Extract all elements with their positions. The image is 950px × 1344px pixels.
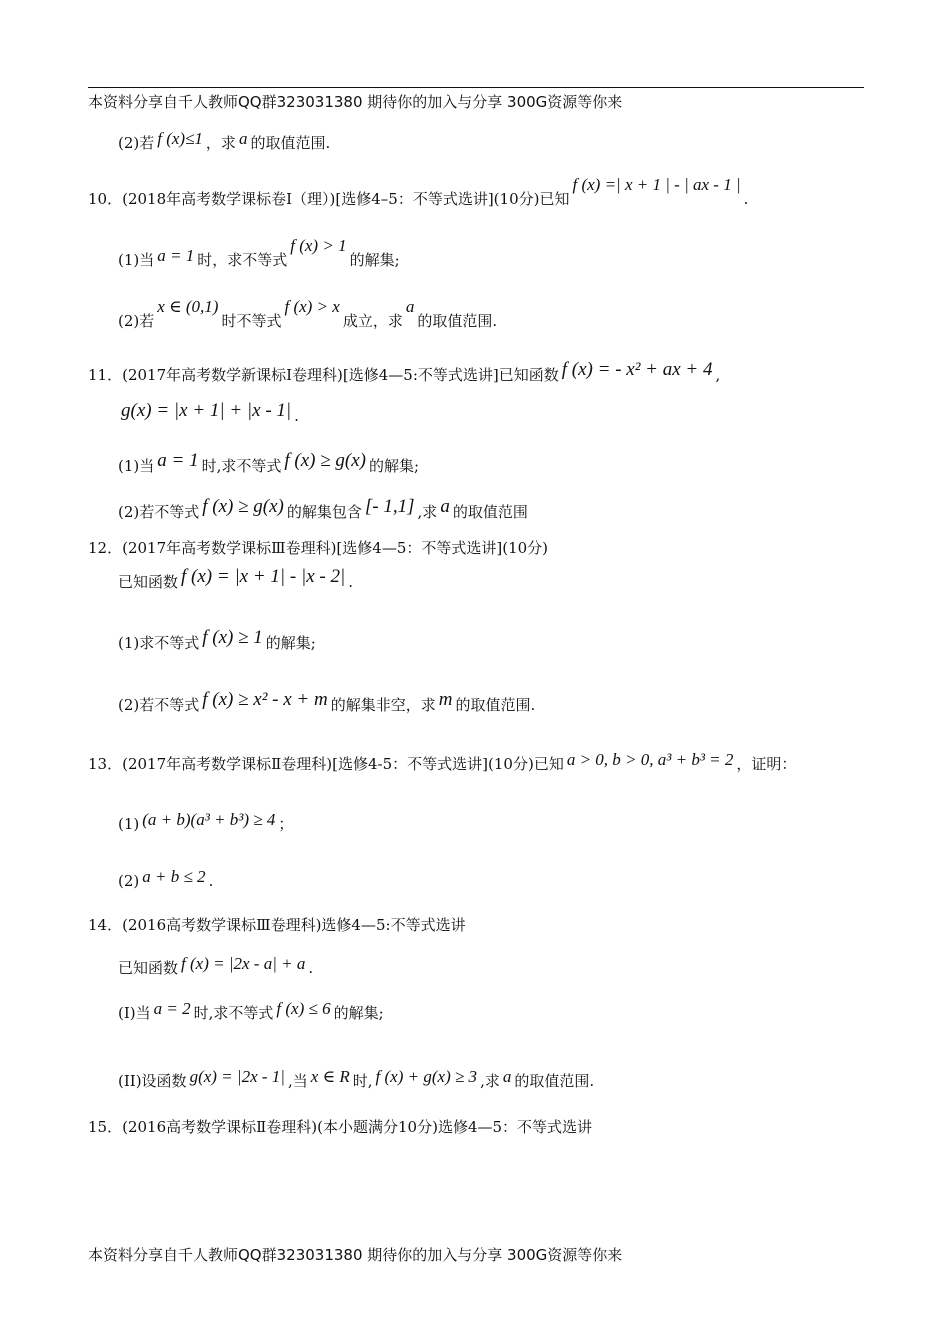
q14-p2-formula3: f (x) + g(x) ≥ 3 — [375, 1067, 478, 1086]
q11-p1-formula2: f (x) ≥ g(x) — [284, 450, 366, 471]
q11-p2-text: (2)若不等式 — [118, 503, 200, 521]
q11-stem-text: 11．(2017年高考数学新课标Ⅰ卷理科)[选修4—5:不等式选讲]已知函数 — [88, 366, 559, 384]
q12-p2-text: (2)若不等式 — [118, 696, 200, 714]
q14-part2 — [118, 1067, 594, 1091]
q10-p1-text: (1)当 — [118, 251, 155, 269]
q13-stem-formula: a > 0, b > 0, a³ + b³ = 2 — [566, 750, 734, 769]
q12-part1 — [118, 627, 316, 653]
q11-p2-formula2: [- 1,1] — [364, 496, 415, 517]
q11-p2-text2: 的解集包含 — [286, 503, 362, 521]
q14-given-formula: f (x) = |2x - a| + a — [181, 954, 306, 973]
q10-stem-formula: f (x) =| x + 1 | - | ax - 1 | — [572, 175, 741, 194]
q11-stem — [88, 359, 720, 385]
q10-p2-formula1: x ∈ (0,1) — [157, 297, 219, 316]
q11-p1-text2: 时,求不等式 — [201, 457, 282, 475]
q14-p2-formula1: g(x) = |2x - 1| — [189, 1067, 285, 1086]
q13-p2-text2: . — [208, 872, 214, 890]
q12-given-text: 已知函数 — [118, 573, 179, 591]
q13-p1-formula: (a + b)(a³ + b³) ≥ 4 — [142, 810, 276, 829]
q9-p2-formula: f (x)≤1 — [157, 129, 203, 148]
q12-p2-formula: f (x) ≥ x² - x + m — [202, 689, 328, 710]
q11-stem2 — [118, 400, 299, 425]
q14-p2-text2: ,当 — [287, 1072, 308, 1090]
q10-p2-var: a — [405, 297, 415, 316]
q10-p1-text2: 时，求不等式 — [197, 251, 288, 269]
q14-p2-formula2: x ∈ R — [310, 1067, 350, 1086]
q11-stem2-formula: g(x) = |x + 1| + |x - 1| — [121, 400, 292, 421]
q12-p2-text2: 的解集非空，求 — [330, 696, 436, 714]
q13-p2-formula: a + b ≤ 2 — [142, 867, 206, 886]
q12-p1-formula: f (x) ≥ 1 — [202, 627, 263, 648]
page-footer: 本资料分享自千人教师QQ群323031380 期待你的加入与分享 300G资源等你来 — [88, 1246, 623, 1264]
q11-stem-end: , — [715, 366, 721, 384]
q10-part2 — [118, 297, 497, 331]
q10-stem — [88, 175, 748, 209]
q12-given-formula: f (x) = |x + 1| - |x - 2| — [181, 566, 346, 587]
q10-p1-text3: 的解集; — [349, 251, 400, 269]
q14-given-text: 已知函数 — [118, 959, 179, 977]
q12-p2-var: m — [438, 689, 453, 710]
q10-stem-end: . — [743, 190, 749, 208]
q12-p1-text2: 的解集; — [265, 634, 316, 652]
q12-part2 — [118, 689, 535, 715]
q14-part1 — [118, 999, 384, 1023]
q14-stem: 14．(2016高考数学课标Ⅲ卷理科)选修4—5:不等式选讲 — [88, 916, 466, 934]
q9-p2-text: (2)若 — [118, 134, 155, 152]
q14-given — [118, 954, 313, 978]
q14-p1-formula2: f (x) ≤ 6 — [276, 999, 331, 1018]
q11-p2-text4: 的取值范围 — [452, 503, 528, 521]
q13-stem-text: 13．(2017年高考数学课标Ⅱ卷理科)[选修4-5：不等式选讲](10分)已知 — [88, 755, 564, 773]
q13-p1-text2: ； — [278, 815, 294, 833]
q10-p2-text4: 的取值范围. — [417, 312, 498, 330]
q10-part1 — [118, 236, 400, 270]
q10-stem-text: 10．(2018年高考数学课标卷Ⅰ（理）)[选修4–5：不等式选讲](10分)已知 — [88, 190, 570, 208]
q12-p1-text: (1)求不等式 — [118, 634, 200, 652]
q13-p2-text: (2) — [118, 872, 140, 890]
q14-p1-text3: 的解集; — [333, 1004, 384, 1022]
q13-p1-text: (1) — [118, 815, 140, 833]
q15-stem: 15．(2016高考数学课标Ⅱ卷理科)(本小题满分10分)选修4—5：不等式选讲 — [88, 1118, 593, 1136]
q11-p1-formula1: a = 1 — [157, 450, 199, 471]
q14-p1-text2: 时,求不等式 — [193, 1004, 274, 1022]
q14-p2-text4: ,求 — [480, 1072, 500, 1090]
q12-stem: 12．(2017年高考数学课标Ⅲ卷理科)[选修4—5：不等式选讲](10分) — [88, 539, 549, 557]
q10-p1-formula2: f (x) > 1 — [290, 236, 347, 255]
page-header: 本资料分享自千人教师QQ群323031380 期待你的加入与分享 300G资源等你来 — [88, 93, 623, 111]
q11-p1-text: (1)当 — [118, 457, 155, 475]
q9-p2-text3: 的取值范围. — [250, 134, 331, 152]
q9-p2-text2: ，求 — [205, 134, 236, 152]
q10-p2-text: (2)若 — [118, 312, 155, 330]
q14-p2-text3: 时, — [352, 1072, 373, 1090]
q11-p1-text3: 的解集; — [369, 457, 420, 475]
q10-p2-text3: 成立，求 — [342, 312, 403, 330]
q10-p2-formula2: f (x) > x — [284, 297, 340, 316]
q14-given-end: . — [308, 959, 314, 977]
q11-p2-text3: ,求 — [417, 503, 438, 521]
q13-stem-text2: ，证明： — [736, 755, 797, 773]
q11-part2 — [118, 496, 528, 522]
q14-p2-text: (II)设函数 — [118, 1072, 187, 1090]
q13-stem — [88, 750, 796, 774]
q11-stem2-end: . — [294, 407, 299, 425]
q11-p2-formula1: f (x) ≥ g(x) — [202, 496, 284, 517]
q13-part1 — [118, 810, 293, 834]
q9-p2-var: a — [238, 129, 248, 148]
q13-part2 — [118, 867, 213, 890]
header-rule — [88, 87, 864, 88]
q14-p2-text5: 的取值范围. — [514, 1072, 595, 1090]
q14-p2-var: a — [502, 1067, 512, 1086]
q10-p1-formula1: a = 1 — [157, 246, 195, 265]
q14-p1-text: (I)当 — [118, 1004, 151, 1022]
q11-p2-var: a — [440, 496, 450, 517]
q12-p2-text3: 的取值范围. — [455, 696, 536, 714]
q11-part1 — [118, 450, 419, 476]
q10-p2-text2: 时不等式 — [221, 312, 282, 330]
q9-part2 — [118, 129, 330, 153]
q12-given — [118, 566, 353, 592]
q11-stem-formula: f (x) = - x² + ax + 4 — [561, 359, 713, 380]
q12-given-end: . — [348, 573, 353, 591]
q14-p1-formula1: a = 2 — [153, 999, 191, 1018]
